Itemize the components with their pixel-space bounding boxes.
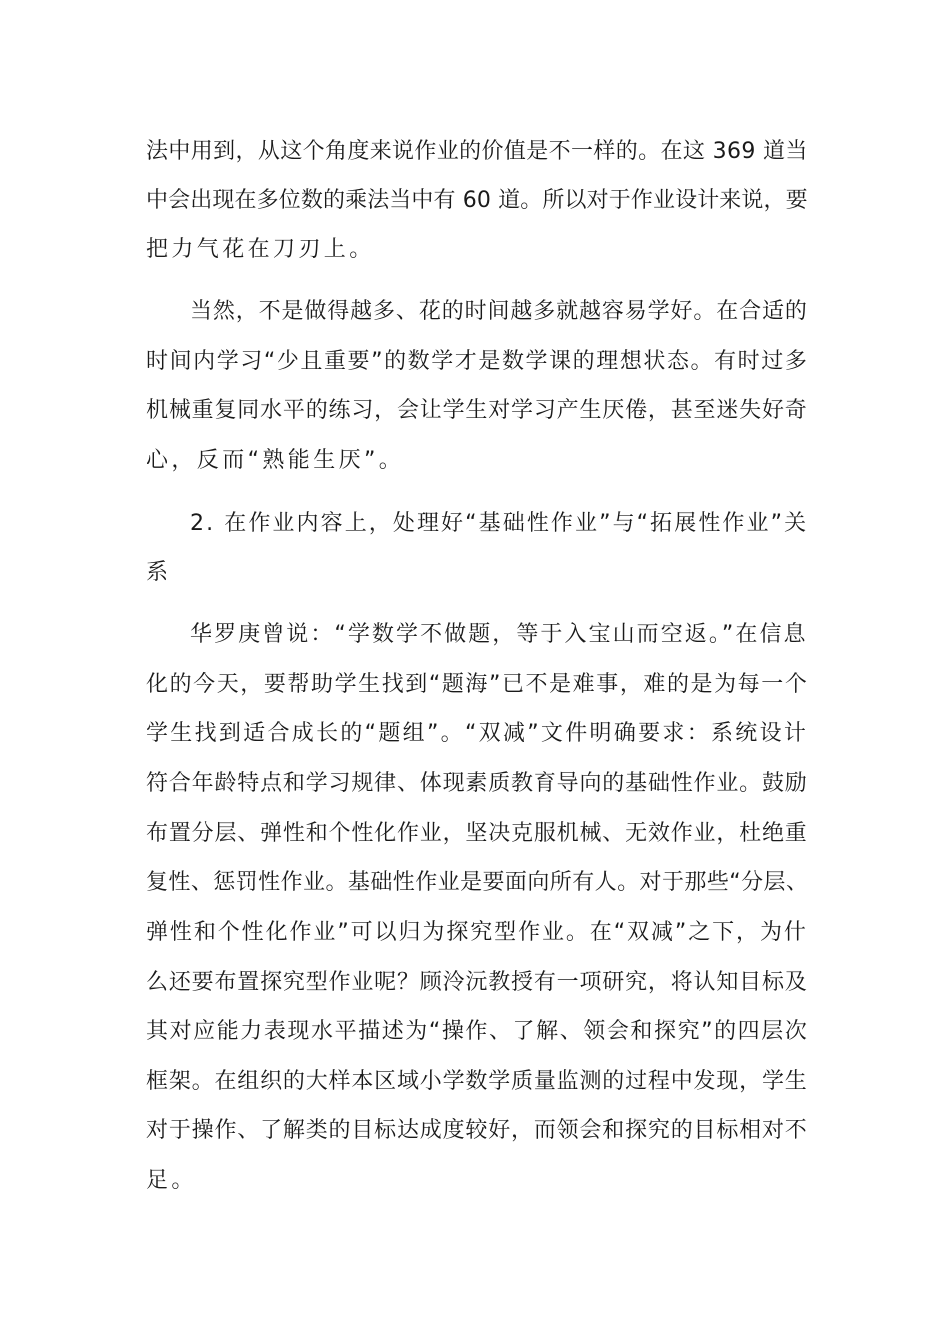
paragraph-2-line-1: 当然，不是做得越多、花的时间越多就越容易学好。在合适的 — [190, 299, 808, 324]
paragraph-4-line-11: 对于操作、了解类的目标达成度较好，而领会和探究的目标相对不 — [146, 1118, 808, 1143]
section-heading-line-1: 2. 在作业内容上，处理好“基础性作业”与“拓展性作业”关 — [190, 511, 809, 536]
paragraph-4-line-12: 足。 — [146, 1168, 197, 1193]
paragraph-2-line-4: 心，反而“熟能生厌”。 — [146, 448, 405, 473]
paragraph-4-line-5: 布置分层、弹性和个性化作业，坚决克服机械、无效作业，杜绝重 — [146, 821, 808, 846]
paragraph-4-line-9: 其对应能力表现水平描述为“操作、了解、领会和探究”的四层次 — [146, 1019, 809, 1044]
paragraph-4-line-10: 框架。在组织的大样本区域小学数学质量监测的过程中发现，学生 — [146, 1069, 808, 1094]
paragraph-1-line-1: 法中用到，从这个角度来说作业的价值是不一样的。在这 369 道当 — [146, 139, 808, 164]
paragraph-2-line-3: 机械重复同水平的练习，会让学生对学习产生厌倦，甚至迷失好奇 — [146, 398, 808, 423]
paragraph-1-line-3: 把力气花在刀刃上。 — [146, 237, 375, 262]
paragraph-4-line-2: 化的今天，要帮助学生找到“题海”已不是难事，难的是为每一个 — [146, 672, 809, 697]
section-heading-line-2: 系 — [146, 560, 172, 585]
paragraph-1-line-2: 中会出现在多位数的乘法当中有 60 道。所以对于作业设计来说，要 — [146, 188, 808, 213]
paragraph-4-line-1: 华罗庚曾说：“学数学不做题，等于入宝山而空返。”在信息 — [190, 622, 808, 647]
paragraph-4-line-4: 符合年龄特点和学习规律、体现素质教育导向的基础性作业。鼓励 — [146, 771, 808, 796]
paragraph-4-line-3: 学生找到适合成长的“题组”。“双减”文件明确要求：系统设计 — [146, 721, 809, 746]
paragraph-2-line-2: 时间内学习“少且重要”的数学才是数学课的理想状态。有时过多 — [146, 349, 809, 374]
paragraph-4-line-7: 弹性和个性化作业”可以归为探究型作业。在“双减”之下，为什 — [146, 920, 808, 945]
paragraph-4-line-8: 么还要布置探究型作业呢？顾泠沅教授有一项研究，将认知目标及 — [146, 970, 808, 995]
paragraph-4-line-6: 复性、惩罚性作业。基础性作业是要面向所有人。对于那些“分层、 — [146, 870, 809, 895]
